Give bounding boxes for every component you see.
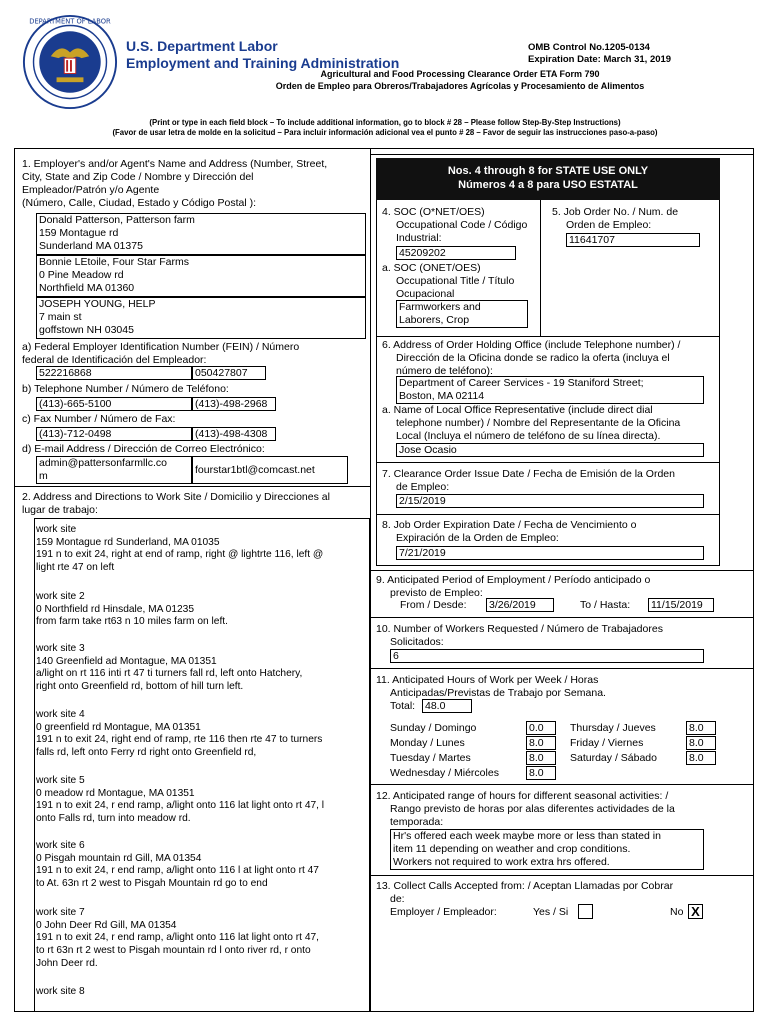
thursday-label: Thursday / Jueves	[570, 722, 656, 734]
email-field-1[interactable]: admin@pattersonfarmllc.co m	[36, 456, 192, 484]
form-title: Agricultural and Food Processing Clearance Order ETA Form 790	[320, 69, 600, 79]
omb-info	[528, 42, 671, 66]
wednesday-label: Wednesday / Miércoles	[390, 767, 499, 779]
divider	[540, 200, 541, 336]
block9-label: 9. Anticipated Period of Employment / Período anticipado o previsto de Empleo:	[376, 574, 651, 599]
worksite-8: work site 8	[36, 986, 85, 997]
phone-field-2[interactable]: (413)-498-2968	[192, 397, 276, 411]
to-label: To / Hasta:	[580, 599, 631, 611]
rep-field[interactable]: Jose Ocasio	[396, 443, 704, 457]
monday-hours-field[interactable]: 8.0	[526, 736, 556, 750]
agency-line2: Employment and Training Administration	[126, 55, 400, 71]
agency-line1: U.S. Department Labor	[126, 38, 278, 54]
block6-label: 6. Address of Order Holding Office (include Telephone number) / Dirección de la Oficina donde se radico la oferta (incluya el número de teléfono):	[382, 339, 681, 377]
friday-label: Friday / Viernes	[570, 737, 644, 749]
yes-label: Yes / Si	[533, 906, 569, 918]
fax-field-1[interactable]: (413)-712-0498	[36, 427, 192, 441]
omb-control: OMB Control No.1205-0134	[528, 42, 650, 53]
from-date-field[interactable]: 3/26/2019	[486, 598, 554, 612]
fein-field-2[interactable]: 050427807	[192, 366, 266, 380]
divider	[370, 784, 754, 785]
dol-seal-icon	[22, 14, 118, 110]
sunday-hours-field[interactable]: 0.0	[526, 721, 556, 735]
no-label: No	[670, 906, 684, 918]
divider	[370, 875, 754, 876]
to-date-field[interactable]: 11/15/2019	[648, 598, 714, 612]
soc-title-label: a. SOC (ONET/OES) Occupational Title / Título Ocupacional	[382, 262, 515, 300]
worksite-1: work site 159 Montague rd Sunderland, MA 01035 191 n to exit 24, right at end of ramp, right @ lightrte 116, left @ light rte 47 on left	[36, 524, 324, 574]
email-label: d) E-mail Address / Dirección de Correo Electrónico:	[22, 443, 265, 455]
block12-label: 12. Anticipated range of hours for different seasonal activities: / Rango previsto de horas por alas diferentes actividades de la temporada:	[376, 790, 675, 828]
worksite-2: work site 2 0 Northfield rd Hinsdale, MA 01235 from farm take rt63 n 10 miles farm on left.	[36, 591, 228, 628]
block11-label: 11. Anticipated Hours of Work per Week / Horas Anticipadas/Previstas de Trabajo por Semana.	[376, 674, 606, 699]
divider	[370, 154, 754, 155]
total-label: Total:	[390, 700, 416, 712]
yes-checkbox[interactable]	[578, 904, 593, 919]
wednesday-hours-field[interactable]: 8.0	[526, 766, 556, 780]
job-order-field[interactable]: 11641707	[566, 233, 700, 247]
fein-label: a) Federal Employer Identification Number (FEIN) / Número federal de Identificación del Empleador:	[22, 341, 300, 366]
divider	[376, 514, 720, 515]
instructions-es: (Favor de usar letra de molde en la solicitud – Para incluir información adicional vea el punto # 28 – Favor de seguir las instrucciones paso-a-paso)	[112, 128, 658, 137]
employer-collect-label: Employer / Empleador:	[390, 906, 497, 918]
divider	[376, 336, 720, 337]
worksite-5: work site 5 0 meadow rd Montague, MA 01351 191 n to exit 24, r end ramp, a/light onto 116 lat light onto rt 47, l onto Falls rd, turn into meadow rd.	[36, 775, 325, 825]
block7-label: 7. Clearance Order Issue Date / Fecha de Emisión de la Orden de Empleo:	[382, 468, 675, 493]
block8-label: 8. Job Order Expiration Date / Fecha de Vencimiento o Expiración de la Orden de Empleo:	[382, 519, 637, 544]
issue-date-field[interactable]: 2/15/2019	[396, 494, 704, 508]
form-title-es: Orden de Empleo para Obreros/Trabajadores Agrícolas y Procesamiento de Alimentos	[275, 81, 645, 91]
divider	[370, 570, 754, 571]
saturday-label: Saturday / Sábado	[570, 752, 657, 764]
divider	[370, 617, 754, 618]
worksite-4: work site 4 0 greenfield rd Montague, MA 01351 191 n to exit 24, right end of ramp, rte 116 then rte 47 to turners falls rd, left onto Ferry rd right onto Greenfield rd,	[36, 709, 323, 759]
fax-field-2[interactable]: (413)-498-4308	[192, 427, 276, 441]
tuesday-hours-field[interactable]: 8.0	[526, 751, 556, 765]
fein-field-1[interactable]: 522216868	[36, 366, 192, 380]
divider	[370, 668, 754, 669]
fax-label: c) Fax Number / Número de Fax:	[22, 413, 176, 425]
sunday-label: Sunday / Domingo	[390, 722, 477, 734]
instructions-en: (Print or type in each field block – To include additional information, go to block # 28 – Please follow Step-By-Step Instructions)	[149, 118, 621, 127]
thursday-hours-field[interactable]: 8.0	[686, 721, 716, 735]
divider	[376, 462, 720, 463]
soc-title-field[interactable]: Farmworkers and Laborers, Crop	[396, 300, 528, 328]
block13-label: 13. Collect Calls Accepted from: / Aceptan Llamadas por Cobrar de:	[376, 880, 674, 905]
block1-label: 1. Employer's and/or Agent's Name and Address (Number, Street, City, State and Zip Code / Nombre y Dirección del Empleador/Patrón y/o Agente (Número, Calle, Ciudad, Estado y Código Postal ):	[22, 158, 328, 209]
block4-label: 4. SOC (O*NET/OES) Occupational Code / Código Industrial:	[382, 206, 528, 244]
expiration-date: Expiration Date: March 31, 2019	[528, 54, 672, 65]
friday-hours-field[interactable]: 8.0	[686, 736, 716, 750]
total-hours-field[interactable]: 48.0	[422, 699, 472, 713]
worksite-3: work site 3 140 Greenfield ad Montague, MA 01351 a/light on rt 116 inti rt 47 ti turners fall rd, left onto Hatchery, right onto Greenfield rd, bottom of hill turn left.	[36, 643, 303, 693]
state-use-banner: Nos. 4 through 8 for STATE USE ONLY Números 4 a 8 para USO ESTATAL	[376, 158, 720, 200]
worksite-6: work site 6 0 Pisgah mountain rd Gill, MA 01354 191 n to exit 24, r end ramp, a/light onto 116 l at light onto rt 47 to At. 63n rt 2 west to Pisgah Mountain rd go to end	[36, 840, 319, 890]
no-checkbox[interactable]: X	[688, 904, 703, 919]
workers-requested-field[interactable]: 6	[390, 649, 704, 663]
worksite-7: work site 7 0 John Deer Rd Gill, MA 01354 191 n to exit 24, r end ramp, a/light onto 116 lat light onto rt 47, to rt 63n rt 2 west to Pisgah mountain rd l onto river rd, r onto John Deer rd.	[36, 907, 319, 969]
column-divider	[370, 148, 371, 1012]
from-label: From / Desde:	[400, 599, 467, 611]
divider	[14, 486, 370, 487]
agency-name	[126, 38, 399, 72]
phone-label: b) Telephone Number / Número de Teléfono:	[22, 383, 229, 395]
block10-label: 10. Number of Workers Requested / Número de Trabajadores Solicitados:	[376, 623, 663, 648]
svg-text:DEPARTMENT OF LABOR: DEPARTMENT OF LABOR	[29, 17, 111, 26]
email-field-2[interactable]: fourstar1btl@comcast.net	[192, 456, 348, 484]
employer-2-address[interactable]: Bonnie LEtoile, Four Star Farms 0 Pine Meadow rd Northfield MA 01360	[36, 255, 366, 297]
phone-field-1[interactable]: (413)-665-5100	[36, 397, 192, 411]
block5-label: 5. Job Order No. / Num. de Orden de Empleo:	[552, 206, 679, 231]
block2-label: 2. Address and Directions to Work Site / Domicilio y Direcciones al lugar de trabajo:	[22, 491, 330, 516]
employer-3-address[interactable]: JOSEPH YOUNG, HELP 7 main st goffstown NH 03045	[36, 297, 366, 339]
tuesday-label: Tuesday / Martes	[390, 752, 471, 764]
saturday-hours-field[interactable]: 8.0	[686, 751, 716, 765]
soc-code-field[interactable]: 45209202	[396, 246, 516, 260]
monday-label: Monday / Lunes	[390, 737, 465, 749]
office-address-field[interactable]: Department of Career Services - 19 Staniford Street; Boston, MA 02114	[396, 376, 704, 404]
expiration-date-field[interactable]: 7/21/2019	[396, 546, 704, 560]
seasonal-hours-field[interactable]: Hr's offered each week maybe more or less than stated in item 11 depending on weather and crop conditions. Workers not required to work extra hrs offered.	[390, 829, 704, 870]
employer-1-address[interactable]: Donald Patterson, Patterson farm 159 Montague rd Sunderland MA 01375	[36, 213, 366, 255]
rep-label: a. Name of Local Office Representative (include direct dial telephone number) / Nombre del Representante de la Oficina Local (Incluya el número de teléfono de su línea directa).	[382, 404, 681, 442]
